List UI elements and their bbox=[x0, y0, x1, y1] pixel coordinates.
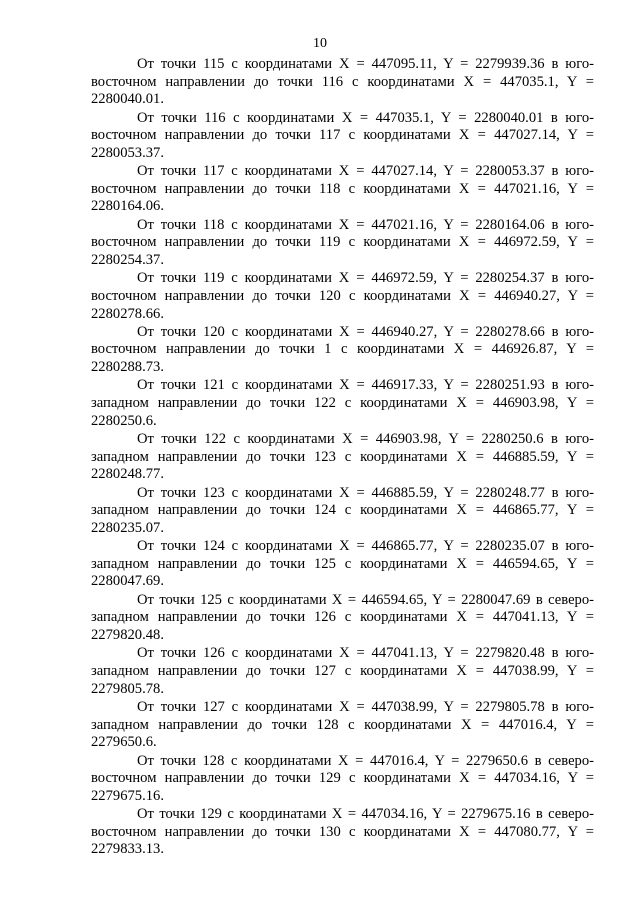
paragraph-point-129: От точки 129 с координатами X = 447034.16, Y = 2279675.16 в северо-восточном направлении до точки 130 с координатами X = 447080.77, Y = 2279833.13. bbox=[91, 806, 594, 858]
paragraph-point-115: От точки 115 с координатами X = 447095.11, Y = 2279939.36 в юго-восточном направлении до точки 116 с координатами X = 447035.1, Y = 2280040.01. bbox=[91, 56, 594, 108]
paragraph-point-117: От точки 117 с координатами X = 447027.14, Y = 2280053.37 в юго-восточном направлении до точки 118 с координатами X = 447021.16, Y = 2280164.06. bbox=[91, 163, 594, 215]
page-number: 10 bbox=[313, 36, 327, 51]
paragraph-point-122: От точки 122 с координатами X = 446903.98, Y = 2280250.6 в юго-западном направлении до точки 123 с координатами X = 446885.59, Y = 2280248.77. bbox=[91, 431, 594, 483]
paragraph-point-120: От точки 120 с координатами X = 446940.27, Y = 2280278.66 в юго-восточном направлении до точки 1 с координатами X = 446926.87, Y = 2280288.73. bbox=[91, 323, 594, 376]
paragraph-point-118: От точки 118 с координатами X = 447021.16, Y = 2280164.06 в юго-восточном направлении до точки 119 с координатами X = 446972.59, Y = 2280254.37. bbox=[91, 216, 594, 268]
paragraph-point-121: От точки 121 с координатами X = 446917.33, Y = 2280251.93 в юго-западном направлении до точки 122 с координатами X = 446903.98, Y = 2280250.6. bbox=[91, 377, 594, 429]
paragraph-point-119: От точки 119 с координатами X = 446972.59, Y = 2280254.37 в юго-восточном направлении до точки 120 с координатами X = 446940.27, Y = 2280278.66. bbox=[91, 270, 594, 322]
paragraph-point-124: От точки 124 с координатами X = 446865.77, Y = 2280235.07 в юго-западном направлении до точки 125 с координатами X = 446594.65, Y = 2280047.69. bbox=[91, 538, 594, 590]
paragraph-point-125: От точки 125 с координатами X = 446594.65, Y = 2280047.69 в северо-западном направлении до точки 126 с координатами X = 447041.13, Y = 2279820.48. bbox=[91, 591, 594, 643]
document-body bbox=[91, 56, 594, 860]
paragraph-point-116: От точки 116 с координатами X = 447035.1, Y = 2280040.01 в юго-восточном направлении до точки 117 с координатами X = 447027.14, Y = 2280053.37. bbox=[91, 109, 594, 161]
paragraph-point-127: От точки 127 с координатами X = 447038.99, Y = 2279805.78 в юго-западном направлении до точки 128 с координатами X = 447016.4, Y = 2279650.6. bbox=[91, 698, 594, 751]
paragraph-point-128: От точки 128 с координатами X = 447016.4, Y = 2279650.6 в северо-восточном направлении до точки 129 с координатами X = 447034.16, Y = 2279675.16. bbox=[91, 752, 594, 804]
paragraph-point-126: От точки 126 с координатами X = 447041.13, Y = 2279820.48 в юго-западном направлении до точки 127 с координатами X = 447038.99, Y = 2279805.78. bbox=[91, 645, 594, 697]
paragraph-point-123: От точки 123 с координатами X = 446885.59, Y = 2280248.77 в юго-западном направлении до точки 124 с координатами X = 446865.77, Y = 2280235.07. bbox=[91, 484, 594, 536]
